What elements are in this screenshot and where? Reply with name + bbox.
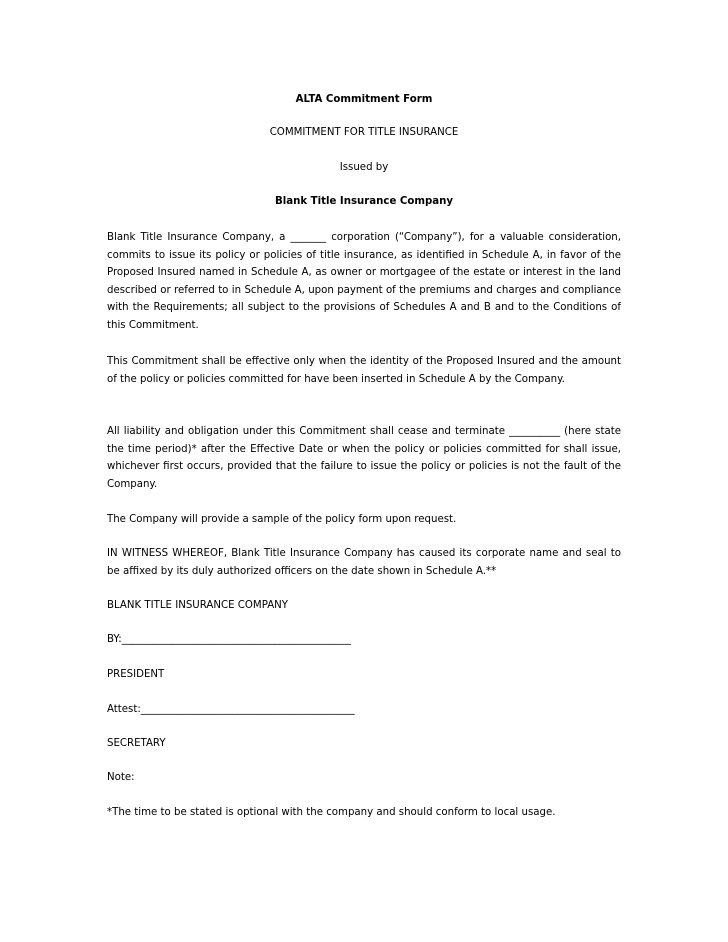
note-label: Note: [107,772,135,783]
footnote: *The time to be stated is optional with the company and should conform to local usage. [107,807,556,818]
signature-president: PRESIDENT [107,669,165,680]
form-title: ALTA Commitment Form [295,94,433,105]
paragraph-witness: IN WITNESS WHEREOF, Blank Title Insurance Company has caused its corporate name and seal to be affixed by its duly authorized officers on the date shown in Schedule A.** [107,548,621,577]
signature-by-line: BY:_____________________________________________ [107,634,351,645]
company-name: Blank Title Insurance Company [274,196,454,207]
signature-secretary: SECRETARY [107,738,166,749]
paragraph-effective: This Commitment shall be effective only when the identity of the Proposed Insured and the amount of the policy or policies committed for have been inserted in Schedule A by the Company. [107,356,621,385]
commitment-title: COMMITMENT FOR TITLE INSURANCE [269,127,459,138]
signature-attest-line: Attest:__________________________________________ [107,704,355,715]
issued-by: Issued by [339,162,389,173]
paragraph-sample: The Company will provide a sample of the policy form upon request. [107,514,457,525]
signature-company: BLANK TITLE INSURANCE COMPANY [107,600,289,611]
paragraph-commitment: Blank Title Insurance Company, a _______ corporation (“Company”), for a valuable consideration, commits to issue its policy or policies of title insurance, as identified in Schedule A, in favor of the Proposed Insured named in Schedule A, as owner or mortgagee of the estate or interest in the land described or referred to in Schedule A, upon payment of the premiums and charges and compliance with the Requirements; all subject to the provisions of Schedules A and B and to the Conditions of this Commitment. [107,232,621,331]
paragraph-liability: All liability and obligation under this Commitment shall cease and terminate __________ (here state the time period)* after the Effective Date or when the policy or policies committed for shall issue, whichever first occurs, provided that the failure to issue the policy or policies is not the fault of the Company. [107,426,621,490]
